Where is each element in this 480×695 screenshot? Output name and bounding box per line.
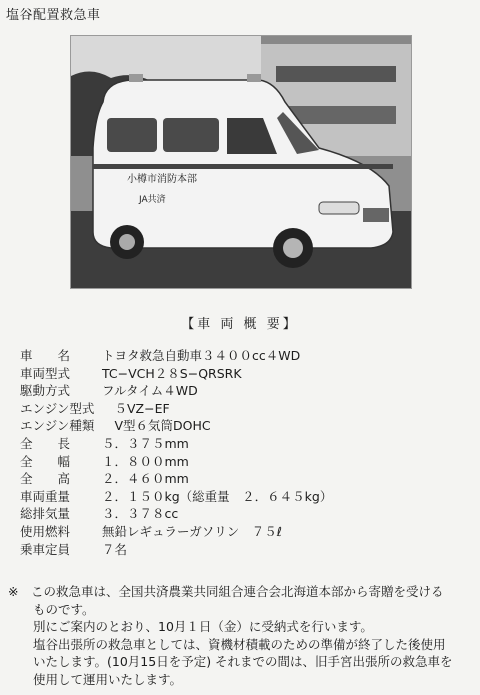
roof-beacon-front bbox=[247, 74, 261, 82]
rear-window bbox=[107, 118, 157, 152]
ambulance-photo bbox=[70, 35, 412, 289]
note-line: いたします。(10月15日を予定) それまでの間は、旧手宮出張所の救急車を bbox=[8, 654, 453, 670]
notes-paragraph bbox=[8, 583, 474, 689]
door-text: 小樽市消防本部 bbox=[127, 174, 197, 185]
note-line: 塩谷出張所の救急車としては、資機材積載のための準備が終了した後使用 bbox=[8, 636, 446, 652]
spec-row bbox=[20, 541, 332, 559]
spec-label: 全 幅 bbox=[20, 453, 71, 469]
spec-value: ７名 bbox=[102, 541, 128, 557]
rear-wheel-hub bbox=[119, 234, 135, 250]
spec-value: ２．４６０mm bbox=[102, 471, 189, 487]
spec-row bbox=[20, 365, 332, 383]
spec-value: ５．３７５mm bbox=[102, 435, 189, 451]
spec-value: ２．１５０kg（総重量 ２．６４５kg） bbox=[102, 488, 333, 504]
spec-label: エンジン型式 bbox=[20, 400, 95, 416]
building-roofline bbox=[261, 36, 411, 44]
document-title: 塩谷配置救急車 bbox=[6, 8, 101, 23]
middle-window bbox=[163, 118, 219, 152]
building-windows-upper bbox=[276, 66, 396, 82]
roof-beacon bbox=[129, 74, 143, 82]
spec-value: フルタイム４WD bbox=[102, 383, 198, 399]
spec-label: 総排気量 bbox=[20, 506, 71, 522]
spec-value: TC−VCH２８S−QRSRK bbox=[102, 365, 242, 381]
spec-list bbox=[20, 347, 332, 558]
spec-label: 使用燃料 bbox=[20, 523, 71, 539]
spec-row bbox=[20, 523, 332, 541]
headlight bbox=[319, 202, 359, 214]
spec-row bbox=[20, 417, 332, 435]
spec-row bbox=[20, 505, 332, 523]
spec-label: 車両型式 bbox=[20, 365, 71, 381]
spec-row bbox=[20, 435, 332, 453]
spec-label: 全 高 bbox=[20, 471, 71, 487]
spec-row bbox=[20, 453, 332, 471]
spec-label: 乗車定員 bbox=[20, 541, 71, 557]
spec-label: 車両重量 bbox=[20, 488, 71, 504]
spec-label: 車 名 bbox=[20, 348, 71, 363]
spec-value: １．８００mm bbox=[102, 453, 189, 469]
spec-label: 駆動方式 bbox=[20, 383, 71, 399]
spec-value: トヨタ救急自動車３４００cc４WD bbox=[102, 348, 301, 363]
spec-value: ５VZ−EF bbox=[102, 400, 170, 416]
section-heading: 【車 両 概 要】 bbox=[181, 317, 299, 332]
ambulance-illustration bbox=[71, 36, 411, 288]
side-stripe bbox=[93, 164, 393, 169]
spec-row bbox=[20, 470, 332, 488]
front-wheel-hub bbox=[283, 238, 303, 258]
spec-row bbox=[20, 488, 332, 506]
spec-label: エンジン種類 bbox=[20, 418, 95, 434]
note-line: 使用して運用いたします。 bbox=[8, 671, 183, 687]
spec-label: 全 長 bbox=[20, 435, 71, 451]
door-logo: JA共済 bbox=[139, 195, 166, 205]
spec-row bbox=[20, 382, 332, 400]
spec-value: 無鉛レギュラーガソリン ７５ℓ bbox=[102, 523, 282, 539]
spec-row bbox=[20, 400, 332, 418]
spec-row bbox=[20, 347, 332, 365]
grille bbox=[363, 208, 389, 222]
note-line: ※ この救急車は、全国共済農業共同組合連合会北海道本部から寄贈を受ける bbox=[8, 584, 444, 599]
note-line: ものです。 bbox=[8, 601, 95, 617]
note-line: 別にご案内のとおり、10月１日（金）に受納式を行います。 bbox=[8, 619, 373, 635]
spec-value: V型６気筒DOHC bbox=[102, 418, 211, 434]
spec-value: ３．３７８cc bbox=[102, 506, 179, 522]
